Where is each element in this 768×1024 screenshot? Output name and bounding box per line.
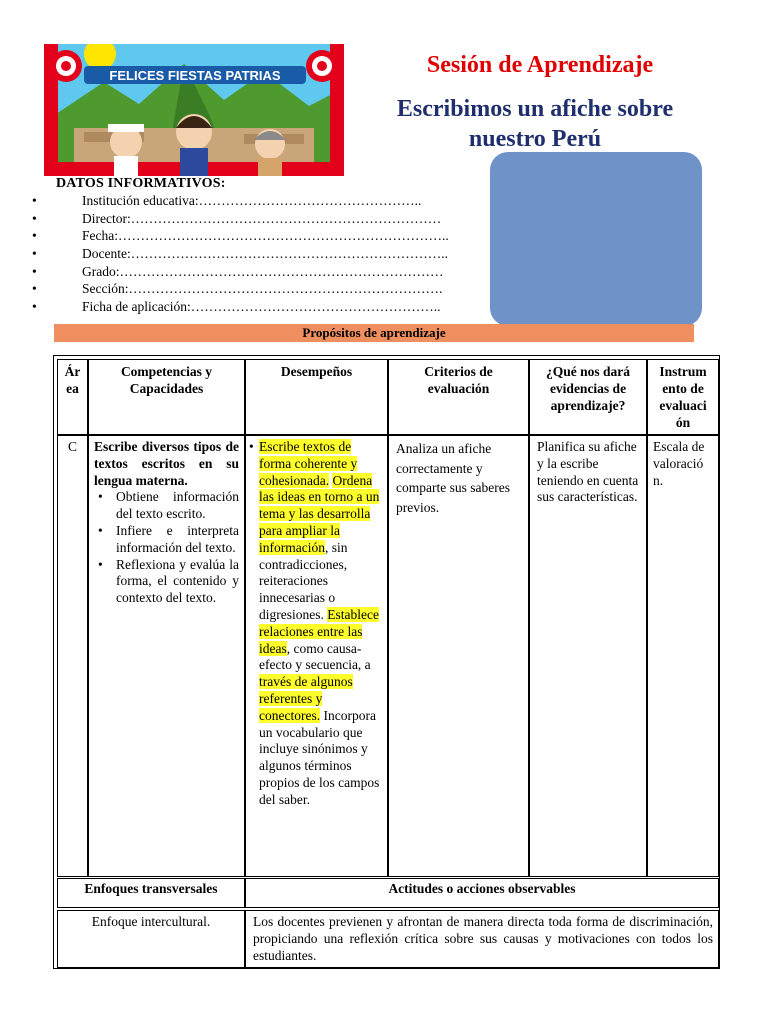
field-blank: …………………………………………………………….. (130, 246, 448, 262)
desempenos-content (249, 439, 382, 809)
field-label: Fecha: (82, 228, 118, 244)
header-evidencias (529, 359, 647, 435)
highlight-text: Ordena las ideas en torno a un tema y las desarrolla para ampliar la información (259, 472, 380, 555)
rosette-right-icon (306, 50, 338, 82)
header-text: Competencias y (120, 364, 213, 379)
list-item (30, 280, 510, 298)
header-text: ón (675, 415, 691, 430)
blue-image-placeholder (490, 152, 702, 326)
table-row (57, 435, 719, 877)
bullet: • (32, 228, 37, 244)
field-label: Director: (82, 210, 131, 226)
banner-text: FELICES FIESTAS PATRIAS (109, 68, 281, 83)
header-instrumento (647, 359, 719, 435)
highlight-text: través de algunos referentes y conectores. (259, 674, 353, 723)
child-right-icon (254, 129, 286, 176)
list-item (30, 263, 510, 281)
header-desempenos: Desempeños (245, 359, 388, 435)
header-text: Capacidades (129, 381, 204, 396)
field-label: Sección: (82, 281, 129, 297)
field-blank: ……………………………………………….. (190, 299, 441, 315)
list-item: • Infiere e interpreta información del texto. (116, 523, 239, 557)
field-label: Ficha de aplicación: (82, 299, 191, 315)
list-item (30, 298, 510, 316)
bullet: • (32, 193, 37, 208)
field-label: Institución educativa: (82, 193, 199, 208)
enfoques-header: Enfoques transversales (57, 878, 245, 908)
capacidades-list (94, 489, 239, 607)
field-label: Docente: (82, 246, 131, 262)
enfoques-row (57, 910, 719, 968)
list-item (30, 192, 510, 210)
criterios-cell: Analiza un afiche correctamente y comparte sus saberes previos. (388, 435, 529, 877)
bullet: • (32, 281, 37, 297)
header-text: ¿Qué nos dará (545, 364, 630, 379)
actitudes-cell: Los docentes previenen y afrontan de manera directa toda forma de discriminación, propiciando una reflexión crítica sobre sus causas y motivaciones con todos los estudiantes. (245, 910, 719, 968)
propositos-table (57, 359, 719, 877)
list-item: • Reflexiona y evalúa la forma, el contenido y contexto del texto. (116, 557, 239, 607)
field-label: Grado: (82, 263, 120, 279)
subtitle-line-1: Escribimos un afiche sobre (396, 96, 674, 122)
header-text: evaluación (427, 381, 490, 396)
desempenos-cell (245, 435, 388, 877)
field-blank: ……………………………………………………………… (119, 263, 444, 279)
field-blank: ………………………………………….. (198, 193, 422, 208)
header-text: Ár (64, 364, 81, 379)
datos-informativos-list (30, 192, 510, 316)
highlight-text: Escribe textos de forma coherente y cohesionada. (259, 439, 358, 488)
header-text: Instrum (659, 364, 707, 379)
bullet: • (32, 246, 37, 262)
plain-text: , sin contradicciones, reiteraciones innecesarias o digresiones. (259, 539, 348, 622)
competencia-text: Escribe diversos tipos de textos escritos en su lengua materna. (94, 439, 239, 488)
rosette-left-icon (50, 50, 82, 82)
bullet: • (32, 299, 37, 315)
evidencias-cell: Planifica su afiche y la escribe teniendo en cuenta sus características. (529, 435, 647, 877)
enfoque-cell: Enfoque intercultural. (57, 910, 245, 968)
propositos-header-bar: Propósitos de aprendizaje (54, 324, 694, 342)
bullet: • (249, 439, 254, 454)
area-cell: C (57, 435, 88, 877)
subtitle-line-2: nuestro Perú (468, 126, 602, 152)
highlight-text: Establece relaciones entre las ideas (259, 606, 379, 656)
field-blank: ……………………………………………………………….. (118, 228, 449, 244)
plain-text: , como causa-efecto y secuencia, a (259, 640, 371, 673)
list-item (30, 210, 510, 228)
instrumento-cell: Escala de valoración. (647, 435, 719, 877)
plain-text: Incorpora un vocabulario que incluye sinónimos y algunos términos propios de los campos del saber. (259, 707, 380, 807)
field-blank: ……………………………………………………………. (128, 281, 443, 297)
session-subtitle (370, 94, 700, 154)
bullet: • (32, 263, 37, 279)
header-competencias (88, 359, 245, 435)
desempenos-text (259, 439, 382, 809)
header-text: Criterios de (424, 364, 493, 379)
fiestas-patrias-banner (44, 44, 344, 176)
header-text: evidencias de (549, 381, 627, 396)
enfoques-header-row (57, 878, 719, 908)
banner-illustration (44, 44, 344, 176)
header-text: aprendizaje? (550, 398, 626, 413)
header-area (57, 359, 88, 435)
list-item (30, 245, 510, 263)
datos-informativos-title: DATOS INFORMATIVOS: (56, 176, 226, 191)
header-text: ento de (662, 381, 704, 396)
list-item (30, 227, 510, 245)
header-criterios (388, 359, 529, 435)
list-item: • Obtiene información del texto escrito. (116, 489, 239, 523)
actitudes-header: Actitudes o acciones observables (245, 878, 719, 908)
field-blank: …………………………………………………………… (130, 210, 442, 226)
header-text: evaluaci (659, 398, 707, 413)
page-title: Sesión de Aprendizaje (426, 52, 654, 78)
table-header-row (57, 359, 719, 435)
competencias-cell (88, 435, 245, 877)
bullet: • (32, 210, 37, 226)
header-text: ea (66, 381, 79, 396)
